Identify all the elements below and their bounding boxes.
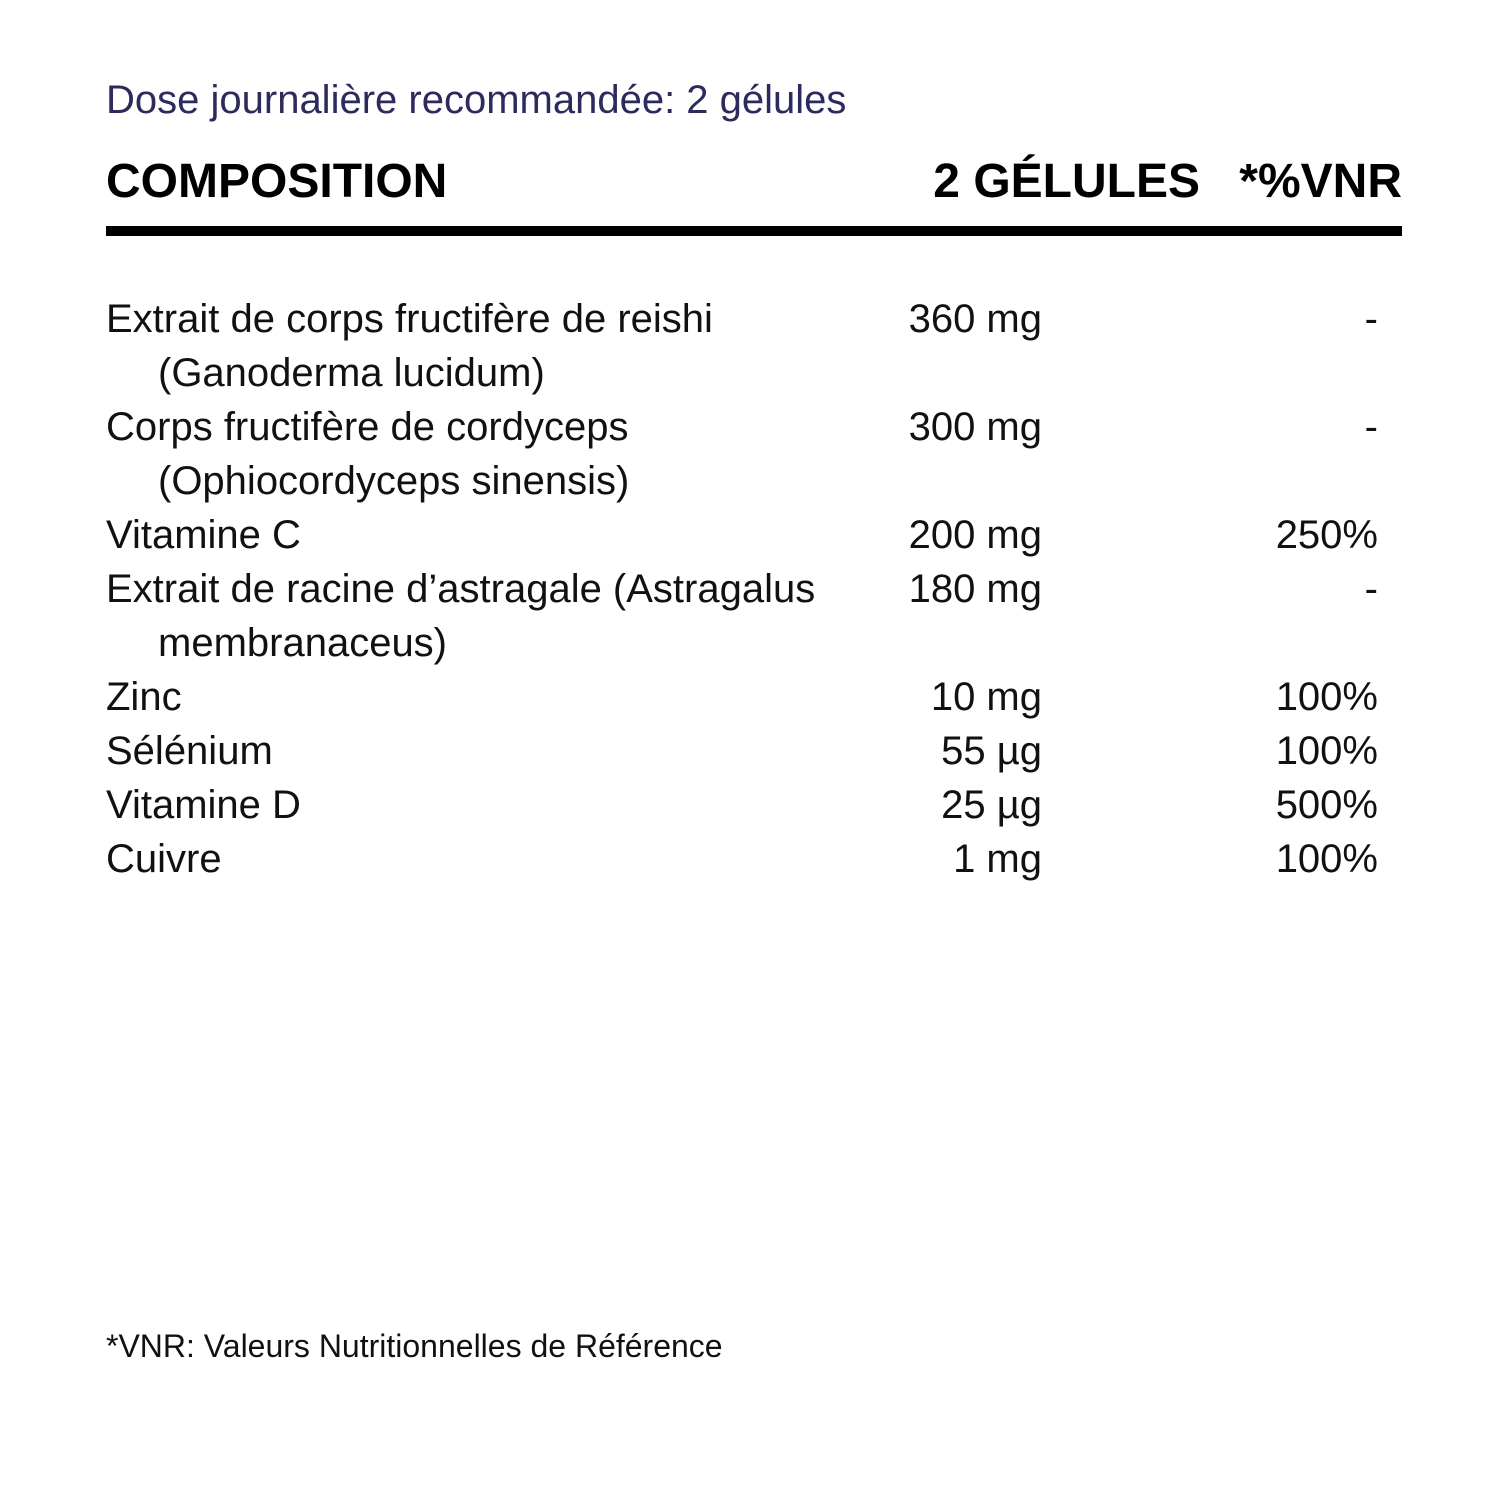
ingredient-name: Sélénium <box>106 729 273 773</box>
ingredient-quantity: 1 mg <box>953 837 1042 881</box>
table-row <box>106 400 1378 508</box>
ingredient-quantity: 300 mg <box>908 405 1042 449</box>
ingredient-quantity: 180 mg <box>908 567 1042 611</box>
composition-table <box>106 292 1378 886</box>
header-vnr: *%VNR <box>1239 155 1402 208</box>
ingredient-vnr: 100% <box>1275 729 1378 773</box>
ingredient-quantity: 200 mg <box>908 513 1042 557</box>
table-row <box>106 562 1378 670</box>
table-row <box>106 724 1378 778</box>
table-row <box>106 778 1378 832</box>
ingredient-quantity: 10 mg <box>930 675 1042 719</box>
table-row <box>106 508 1378 562</box>
table-header <box>106 154 1402 210</box>
ingredient-quantity: 25 µg <box>941 783 1042 827</box>
ingredient-name: Extrait de racine d’astragale (Astragalus membranaceus) <box>106 567 816 665</box>
ingredient-name: Vitamine D <box>106 783 301 827</box>
table-row <box>106 292 1378 400</box>
ingredient-vnr: - <box>1364 405 1378 449</box>
table-row <box>106 670 1378 724</box>
ingredient-vnr: 100% <box>1275 837 1378 881</box>
daily-dose-text: Dose journalière recommandée: 2 gélules <box>106 78 847 122</box>
ingredient-name: Extrait de corps fructifère de reishi (Ganoderma lucidum) <box>106 297 713 395</box>
ingredient-name: Corps fructifère de cordyceps (Ophiocordyceps sinensis) <box>106 405 630 503</box>
ingredient-vnr: 250% <box>1275 513 1378 557</box>
ingredient-name: Zinc <box>106 675 182 719</box>
header-divider <box>106 226 1402 236</box>
ingredient-vnr: 100% <box>1275 675 1378 719</box>
vnr-footnote: *VNR: Valeurs Nutritionnelles de Référence <box>106 1328 723 1364</box>
ingredient-quantity: 360 mg <box>908 297 1042 341</box>
ingredient-name: Vitamine C <box>106 513 301 557</box>
ingredient-vnr: - <box>1364 297 1378 341</box>
ingredient-quantity: 55 µg <box>941 729 1042 773</box>
ingredient-vnr: 500% <box>1275 783 1378 827</box>
header-composition: COMPOSITION <box>106 155 448 208</box>
table-row <box>106 832 1378 886</box>
ingredient-vnr: - <box>1364 567 1378 611</box>
ingredient-name: Cuivre <box>106 837 222 881</box>
header-quantity: 2 GÉLULES <box>933 155 1200 208</box>
